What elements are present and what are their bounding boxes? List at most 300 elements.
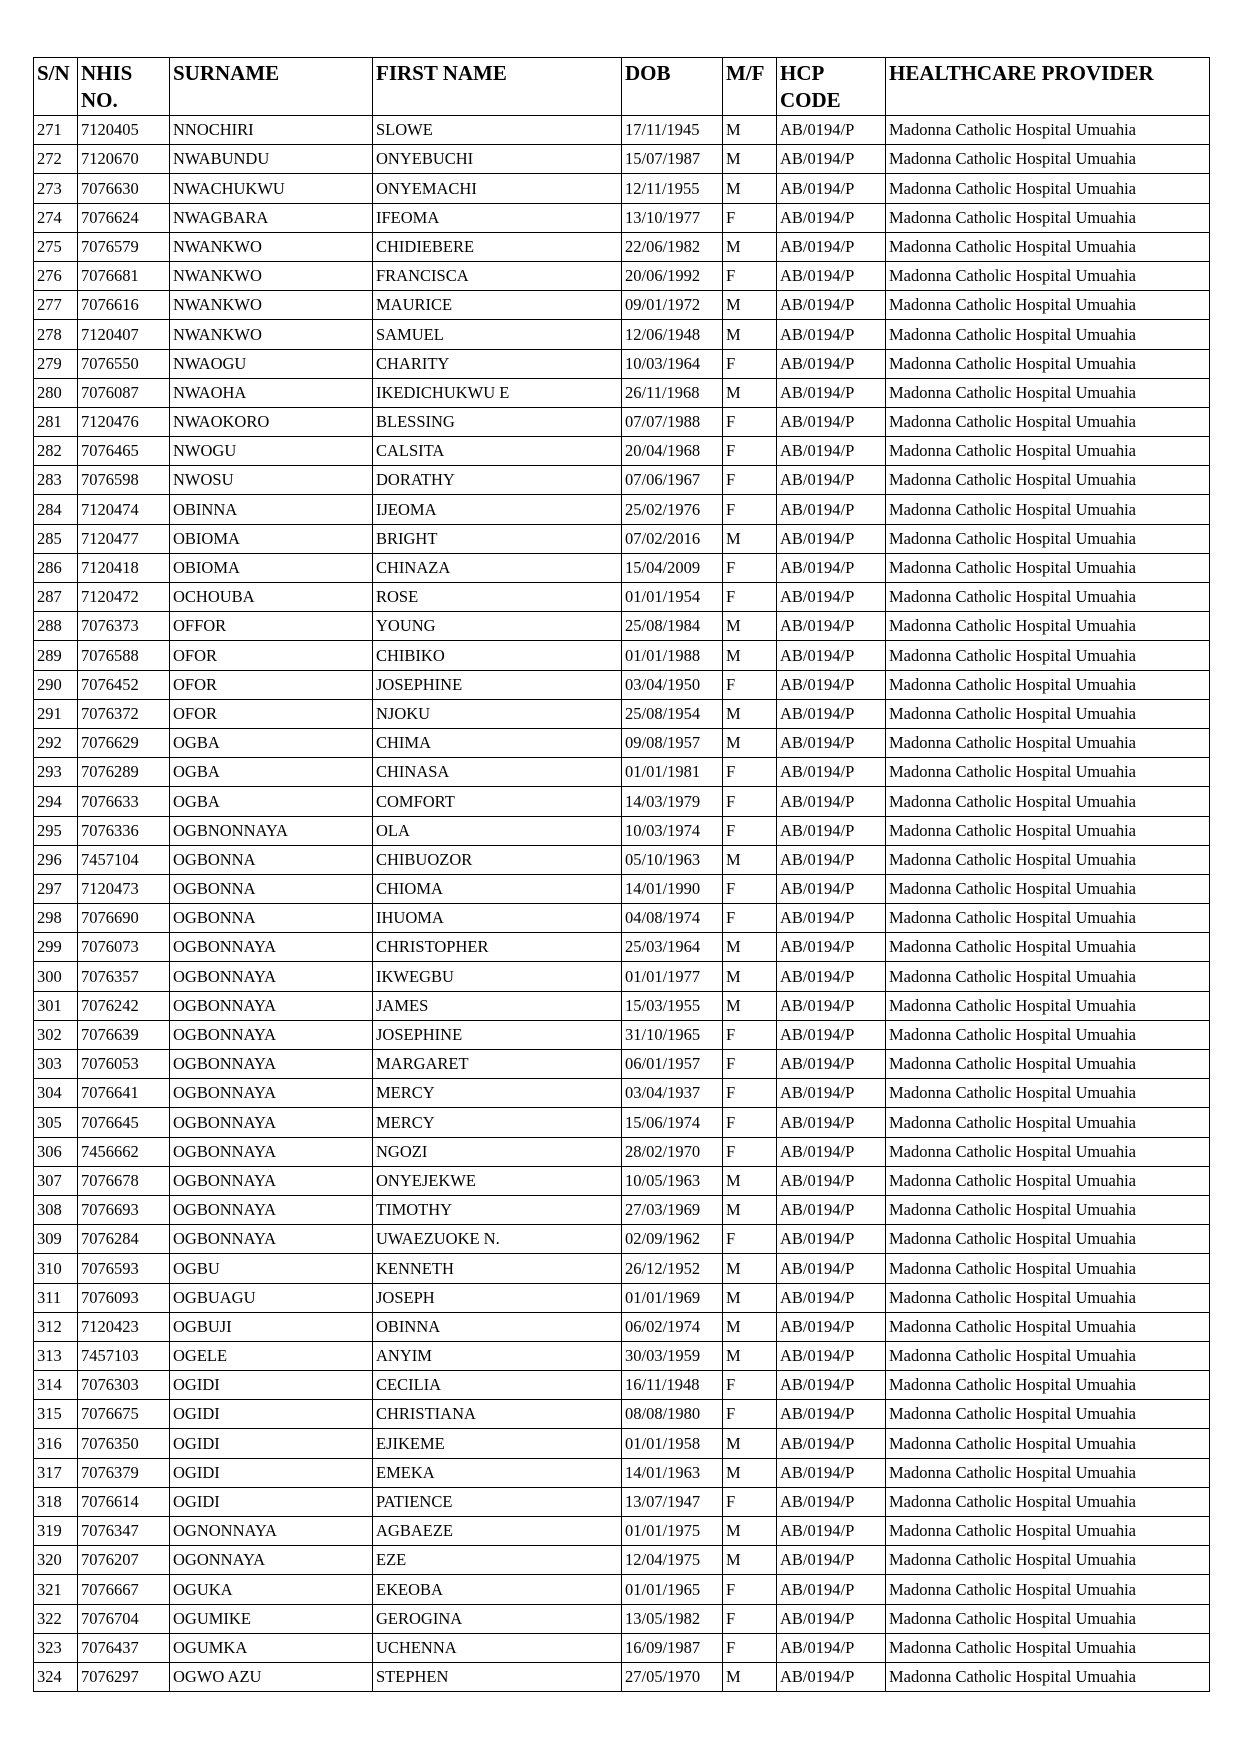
cell-dob: 13/05/1982	[622, 1604, 723, 1633]
cell-first-name: STEPHEN	[373, 1662, 622, 1691]
cell-hcp-code: AB/0194/P	[777, 1662, 886, 1691]
cell-hcp-code: AB/0194/P	[777, 145, 886, 174]
cell-dob: 14/01/1963	[622, 1458, 723, 1487]
cell-sn: 307	[34, 1166, 78, 1195]
table-body	[34, 116, 1210, 1692]
cell-surname: NWAGBARA	[170, 203, 373, 232]
cell-sex: M	[723, 728, 777, 757]
cell-dob: 01/01/1954	[622, 583, 723, 612]
cell-surname: NWANKWO	[170, 232, 373, 261]
cell-first-name: SAMUEL	[373, 320, 622, 349]
cell-sn: 281	[34, 407, 78, 436]
cell-hcp-code: AB/0194/P	[777, 845, 886, 874]
cell-surname: OGBA	[170, 758, 373, 787]
cell-dob: 09/08/1957	[622, 728, 723, 757]
cell-first-name: IKWEGBU	[373, 962, 622, 991]
cell-nhis-no: 7076207	[78, 1546, 170, 1575]
cell-hcp-code: AB/0194/P	[777, 1400, 886, 1429]
table-row	[34, 1195, 1210, 1224]
cell-first-name: EMEKA	[373, 1458, 622, 1487]
table-row	[34, 495, 1210, 524]
cell-nhis-no: 7076550	[78, 349, 170, 378]
cell-sex: M	[723, 524, 777, 553]
cell-sn: 319	[34, 1517, 78, 1546]
cell-hcp-code: AB/0194/P	[777, 1517, 886, 1546]
table-row	[34, 816, 1210, 845]
cell-dob: 02/09/1962	[622, 1225, 723, 1254]
cell-surname: NWANKWO	[170, 261, 373, 290]
cell-sn: 317	[34, 1458, 78, 1487]
cell-healthcare-provider: Madonna Catholic Hospital Umuahia	[886, 524, 1210, 553]
cell-sn: 321	[34, 1575, 78, 1604]
cell-dob: 05/10/1963	[622, 845, 723, 874]
cell-first-name: ROSE	[373, 583, 622, 612]
cell-sex: F	[723, 437, 777, 466]
cell-sn: 277	[34, 291, 78, 320]
cell-healthcare-provider: Madonna Catholic Hospital Umuahia	[886, 1429, 1210, 1458]
cell-surname: OBIOMA	[170, 524, 373, 553]
cell-nhis-no: 7076093	[78, 1283, 170, 1312]
table-row	[34, 145, 1210, 174]
column-header-hcp-code: HCP CODE	[777, 58, 886, 116]
cell-dob: 25/08/1954	[622, 699, 723, 728]
cell-surname: OBINNA	[170, 495, 373, 524]
cell-surname: OGBONNA	[170, 845, 373, 874]
cell-first-name: CHRISTIANA	[373, 1400, 622, 1429]
cell-surname: NWANKWO	[170, 320, 373, 349]
cell-sn: 308	[34, 1195, 78, 1224]
cell-first-name: YOUNG	[373, 612, 622, 641]
cell-sn: 279	[34, 349, 78, 378]
cell-dob: 28/02/1970	[622, 1137, 723, 1166]
cell-dob: 01/01/1965	[622, 1575, 723, 1604]
cell-sn: 278	[34, 320, 78, 349]
cell-nhis-no: 7076336	[78, 816, 170, 845]
cell-nhis-no: 7076681	[78, 261, 170, 290]
cell-hcp-code: AB/0194/P	[777, 1429, 886, 1458]
cell-healthcare-provider: Madonna Catholic Hospital Umuahia	[886, 1108, 1210, 1137]
cell-surname: OFOR	[170, 641, 373, 670]
cell-sex: M	[723, 699, 777, 728]
cell-hcp-code: AB/0194/P	[777, 1050, 886, 1079]
table-row	[34, 1108, 1210, 1137]
cell-healthcare-provider: Madonna Catholic Hospital Umuahia	[886, 1517, 1210, 1546]
cell-first-name: MERCY	[373, 1108, 622, 1137]
cell-healthcare-provider: Madonna Catholic Hospital Umuahia	[886, 816, 1210, 845]
cell-dob: 15/04/2009	[622, 553, 723, 582]
cell-sex: F	[723, 407, 777, 436]
table-row	[34, 1137, 1210, 1166]
cell-nhis-no: 7076633	[78, 787, 170, 816]
cell-surname: NWOSU	[170, 466, 373, 495]
table-row	[34, 320, 1210, 349]
cell-dob: 10/05/1963	[622, 1166, 723, 1195]
cell-first-name: IJEOMA	[373, 495, 622, 524]
cell-dob: 12/11/1955	[622, 174, 723, 203]
cell-sn: 285	[34, 524, 78, 553]
cell-sn: 293	[34, 758, 78, 787]
cell-nhis-no: 7076437	[78, 1633, 170, 1662]
cell-hcp-code: AB/0194/P	[777, 320, 886, 349]
cell-first-name: AGBAEZE	[373, 1517, 622, 1546]
column-header-dob: DOB	[622, 58, 723, 116]
cell-sn: 295	[34, 816, 78, 845]
cell-dob: 06/02/1974	[622, 1312, 723, 1341]
cell-nhis-no: 7076588	[78, 641, 170, 670]
cell-sex: F	[723, 758, 777, 787]
table-row	[34, 261, 1210, 290]
cell-first-name: EKEOBA	[373, 1575, 622, 1604]
cell-nhis-no: 7120476	[78, 407, 170, 436]
cell-sn: 289	[34, 641, 78, 670]
cell-first-name: CECILIA	[373, 1371, 622, 1400]
cell-nhis-no: 7076616	[78, 291, 170, 320]
table-row	[34, 670, 1210, 699]
cell-sn: 296	[34, 845, 78, 874]
cell-surname: NNOCHIRI	[170, 116, 373, 145]
cell-sn: 284	[34, 495, 78, 524]
cell-hcp-code: AB/0194/P	[777, 728, 886, 757]
table-row	[34, 1283, 1210, 1312]
cell-hcp-code: AB/0194/P	[777, 1604, 886, 1633]
cell-nhis-no: 7076614	[78, 1487, 170, 1516]
cell-surname: OGBONNAYA	[170, 991, 373, 1020]
cell-dob: 14/01/1990	[622, 874, 723, 903]
cell-sex: M	[723, 991, 777, 1020]
cell-first-name: ONYEJEKWE	[373, 1166, 622, 1195]
cell-first-name: JOSEPH	[373, 1283, 622, 1312]
cell-sex: F	[723, 203, 777, 232]
cell-hcp-code: AB/0194/P	[777, 1195, 886, 1224]
cell-hcp-code: AB/0194/P	[777, 1575, 886, 1604]
cell-first-name: OBINNA	[373, 1312, 622, 1341]
cell-nhis-no: 7076639	[78, 1020, 170, 1049]
cell-first-name: COMFORT	[373, 787, 622, 816]
cell-hcp-code: AB/0194/P	[777, 437, 886, 466]
table-row	[34, 641, 1210, 670]
cell-surname: OGBONNAYA	[170, 1195, 373, 1224]
cell-sex: F	[723, 1604, 777, 1633]
table-row	[34, 728, 1210, 757]
cell-healthcare-provider: Madonna Catholic Hospital Umuahia	[886, 962, 1210, 991]
cell-healthcare-provider: Madonna Catholic Hospital Umuahia	[886, 1166, 1210, 1195]
table-row	[34, 1400, 1210, 1429]
cell-first-name: NGOZI	[373, 1137, 622, 1166]
cell-first-name: SLOWE	[373, 116, 622, 145]
table-row	[34, 904, 1210, 933]
cell-hcp-code: AB/0194/P	[777, 407, 886, 436]
cell-hcp-code: AB/0194/P	[777, 1341, 886, 1370]
cell-surname: OGIDI	[170, 1487, 373, 1516]
cell-surname: OGBUJI	[170, 1312, 373, 1341]
cell-dob: 30/03/1959	[622, 1341, 723, 1370]
cell-healthcare-provider: Madonna Catholic Hospital Umuahia	[886, 1137, 1210, 1166]
cell-surname: OGBONNAYA	[170, 1137, 373, 1166]
cell-sn: 324	[34, 1662, 78, 1691]
table-row	[34, 1517, 1210, 1546]
cell-surname: OGBUAGU	[170, 1283, 373, 1312]
cell-sex: F	[723, 466, 777, 495]
cell-nhis-no: 7076289	[78, 758, 170, 787]
table-row	[34, 1546, 1210, 1575]
cell-sex: F	[723, 1137, 777, 1166]
cell-surname: OGBONNAYA	[170, 1050, 373, 1079]
cell-nhis-no: 7076297	[78, 1662, 170, 1691]
cell-dob: 20/04/1968	[622, 437, 723, 466]
cell-nhis-no: 7076373	[78, 612, 170, 641]
table-row	[34, 612, 1210, 641]
cell-dob: 10/03/1964	[622, 349, 723, 378]
table-row	[34, 1429, 1210, 1458]
table-row	[34, 845, 1210, 874]
cell-nhis-no: 7457104	[78, 845, 170, 874]
cell-sex: M	[723, 641, 777, 670]
cell-healthcare-provider: Madonna Catholic Hospital Umuahia	[886, 1487, 1210, 1516]
cell-sn: 303	[34, 1050, 78, 1079]
cell-nhis-no: 7076350	[78, 1429, 170, 1458]
cell-dob: 12/06/1948	[622, 320, 723, 349]
cell-sn: 271	[34, 116, 78, 145]
cell-nhis-no: 7076630	[78, 174, 170, 203]
cell-nhis-no: 7120474	[78, 495, 170, 524]
cell-healthcare-provider: Madonna Catholic Hospital Umuahia	[886, 466, 1210, 495]
table-row	[34, 232, 1210, 261]
cell-surname: OGBONNAYA	[170, 1020, 373, 1049]
table-row	[34, 203, 1210, 232]
cell-surname: OGBA	[170, 787, 373, 816]
cell-nhis-no: 7076624	[78, 203, 170, 232]
cell-first-name: UWAEZUOKE N.	[373, 1225, 622, 1254]
cell-sn: 273	[34, 174, 78, 203]
cell-surname: OGNONNAYA	[170, 1517, 373, 1546]
table-row	[34, 699, 1210, 728]
cell-healthcare-provider: Madonna Catholic Hospital Umuahia	[886, 845, 1210, 874]
cell-nhis-no: 7076690	[78, 904, 170, 933]
cell-sn: 316	[34, 1429, 78, 1458]
cell-sex: M	[723, 1283, 777, 1312]
cell-surname: OBIOMA	[170, 553, 373, 582]
cell-nhis-no: 7076693	[78, 1195, 170, 1224]
cell-sn: 286	[34, 553, 78, 582]
cell-surname: OGUMIKE	[170, 1604, 373, 1633]
cell-healthcare-provider: Madonna Catholic Hospital Umuahia	[886, 1195, 1210, 1224]
cell-first-name: FRANCISCA	[373, 261, 622, 290]
cell-hcp-code: AB/0194/P	[777, 291, 886, 320]
cell-healthcare-provider: Madonna Catholic Hospital Umuahia	[886, 1020, 1210, 1049]
cell-surname: NWOGU	[170, 437, 373, 466]
cell-sex: M	[723, 1429, 777, 1458]
cell-hcp-code: AB/0194/P	[777, 787, 886, 816]
cell-sex: M	[723, 1458, 777, 1487]
cell-sex: F	[723, 670, 777, 699]
cell-sn: 306	[34, 1137, 78, 1166]
cell-sex: M	[723, 232, 777, 261]
cell-dob: 16/09/1987	[622, 1633, 723, 1662]
cell-hcp-code: AB/0194/P	[777, 174, 886, 203]
cell-first-name: PATIENCE	[373, 1487, 622, 1516]
cell-dob: 17/11/1945	[622, 116, 723, 145]
cell-sex: F	[723, 1225, 777, 1254]
cell-first-name: EZE	[373, 1546, 622, 1575]
cell-nhis-no: 7076303	[78, 1371, 170, 1400]
cell-healthcare-provider: Madonna Catholic Hospital Umuahia	[886, 1575, 1210, 1604]
cell-first-name: CALSITA	[373, 437, 622, 466]
cell-nhis-no: 7457103	[78, 1341, 170, 1370]
cell-sn: 283	[34, 466, 78, 495]
cell-sex: F	[723, 1371, 777, 1400]
cell-sex: M	[723, 962, 777, 991]
cell-surname: OGWO AZU	[170, 1662, 373, 1691]
cell-nhis-no: 7076379	[78, 1458, 170, 1487]
table-row	[34, 174, 1210, 203]
cell-hcp-code: AB/0194/P	[777, 1371, 886, 1400]
cell-sn: 276	[34, 261, 78, 290]
cell-hcp-code: AB/0194/P	[777, 232, 886, 261]
cell-surname: OGIDI	[170, 1458, 373, 1487]
cell-sn: 323	[34, 1633, 78, 1662]
cell-hcp-code: AB/0194/P	[777, 1487, 886, 1516]
cell-surname: NWACHUKWU	[170, 174, 373, 203]
cell-dob: 01/01/1981	[622, 758, 723, 787]
cell-sex: M	[723, 291, 777, 320]
cell-dob: 01/01/1977	[622, 962, 723, 991]
cell-healthcare-provider: Madonna Catholic Hospital Umuahia	[886, 904, 1210, 933]
cell-healthcare-provider: Madonna Catholic Hospital Umuahia	[886, 758, 1210, 787]
cell-sex: M	[723, 1166, 777, 1195]
cell-surname: OCHOUBA	[170, 583, 373, 612]
cell-first-name: NJOKU	[373, 699, 622, 728]
cell-first-name: JAMES	[373, 991, 622, 1020]
cell-healthcare-provider: Madonna Catholic Hospital Umuahia	[886, 407, 1210, 436]
cell-nhis-no: 7076087	[78, 378, 170, 407]
cell-first-name: JOSEPHINE	[373, 670, 622, 699]
cell-sex: M	[723, 933, 777, 962]
cell-sn: 313	[34, 1341, 78, 1370]
cell-dob: 13/07/1947	[622, 1487, 723, 1516]
cell-dob: 22/06/1982	[622, 232, 723, 261]
cell-nhis-no: 7076372	[78, 699, 170, 728]
cell-first-name: IHUOMA	[373, 904, 622, 933]
cell-sex: F	[723, 1575, 777, 1604]
cell-sn: 272	[34, 145, 78, 174]
cell-nhis-no: 7076579	[78, 232, 170, 261]
cell-hcp-code: AB/0194/P	[777, 1166, 886, 1195]
cell-nhis-no: 7076598	[78, 466, 170, 495]
cell-sex: F	[723, 1633, 777, 1662]
table-row	[34, 1341, 1210, 1370]
cell-surname: OGBONNAYA	[170, 1166, 373, 1195]
cell-first-name: CHARITY	[373, 349, 622, 378]
cell-healthcare-provider: Madonna Catholic Hospital Umuahia	[886, 641, 1210, 670]
column-header-sn: S/N	[34, 58, 78, 116]
cell-nhis-no: 7120407	[78, 320, 170, 349]
cell-sn: 318	[34, 1487, 78, 1516]
cell-surname: OGBU	[170, 1254, 373, 1283]
table-row	[34, 1662, 1210, 1691]
cell-sn: 298	[34, 904, 78, 933]
cell-first-name: CHRISTOPHER	[373, 933, 622, 962]
cell-surname: OGONNAYA	[170, 1546, 373, 1575]
table-row	[34, 437, 1210, 466]
cell-first-name: MARGARET	[373, 1050, 622, 1079]
cell-sn: 312	[34, 1312, 78, 1341]
cell-nhis-no: 7120670	[78, 145, 170, 174]
cell-first-name: DORATHY	[373, 466, 622, 495]
cell-sex: M	[723, 1546, 777, 1575]
cell-first-name: EJIKEME	[373, 1429, 622, 1458]
cell-healthcare-provider: Madonna Catholic Hospital Umuahia	[886, 1225, 1210, 1254]
cell-healthcare-provider: Madonna Catholic Hospital Umuahia	[886, 1662, 1210, 1691]
cell-hcp-code: AB/0194/P	[777, 349, 886, 378]
cell-healthcare-provider: Madonna Catholic Hospital Umuahia	[886, 378, 1210, 407]
table-row	[34, 583, 1210, 612]
cell-healthcare-provider: Madonna Catholic Hospital Umuahia	[886, 1458, 1210, 1487]
cell-sn: 311	[34, 1283, 78, 1312]
cell-healthcare-provider: Madonna Catholic Hospital Umuahia	[886, 1341, 1210, 1370]
table-row	[34, 524, 1210, 553]
cell-surname: OGBONNAYA	[170, 1108, 373, 1137]
cell-surname: OGBONNA	[170, 874, 373, 903]
cell-hcp-code: AB/0194/P	[777, 378, 886, 407]
cell-sn: 282	[34, 437, 78, 466]
cell-sex: M	[723, 116, 777, 145]
cell-healthcare-provider: Madonna Catholic Hospital Umuahia	[886, 699, 1210, 728]
cell-healthcare-provider: Madonna Catholic Hospital Umuahia	[886, 116, 1210, 145]
table-row	[34, 933, 1210, 962]
cell-dob: 03/04/1950	[622, 670, 723, 699]
cell-sex: F	[723, 1079, 777, 1108]
cell-hcp-code: AB/0194/P	[777, 1458, 886, 1487]
cell-sn: 288	[34, 612, 78, 641]
table-row	[34, 1604, 1210, 1633]
cell-dob: 10/03/1974	[622, 816, 723, 845]
cell-healthcare-provider: Madonna Catholic Hospital Umuahia	[886, 291, 1210, 320]
cell-nhis-no: 7120472	[78, 583, 170, 612]
cell-sn: 287	[34, 583, 78, 612]
cell-surname: NWANKWO	[170, 291, 373, 320]
cell-sn: 299	[34, 933, 78, 962]
table-row	[34, 1254, 1210, 1283]
cell-hcp-code: AB/0194/P	[777, 1020, 886, 1049]
cell-dob: 01/01/1958	[622, 1429, 723, 1458]
cell-surname: NWAOGU	[170, 349, 373, 378]
cell-sn: 309	[34, 1225, 78, 1254]
cell-hcp-code: AB/0194/P	[777, 203, 886, 232]
table-row	[34, 116, 1210, 145]
table-row	[34, 874, 1210, 903]
cell-surname: OFOR	[170, 699, 373, 728]
table-row	[34, 1458, 1210, 1487]
cell-dob: 03/04/1937	[622, 1079, 723, 1108]
cell-hcp-code: AB/0194/P	[777, 466, 886, 495]
cell-hcp-code: AB/0194/P	[777, 524, 886, 553]
cell-nhis-no: 7076284	[78, 1225, 170, 1254]
cell-hcp-code: AB/0194/P	[777, 261, 886, 290]
cell-healthcare-provider: Madonna Catholic Hospital Umuahia	[886, 1254, 1210, 1283]
cell-healthcare-provider: Madonna Catholic Hospital Umuahia	[886, 787, 1210, 816]
table-row	[34, 787, 1210, 816]
cell-sn: 300	[34, 962, 78, 991]
cell-sex: F	[723, 261, 777, 290]
cell-first-name: UCHENNA	[373, 1633, 622, 1662]
cell-dob: 16/11/1948	[622, 1371, 723, 1400]
cell-sn: 297	[34, 874, 78, 903]
cell-nhis-no: 7076645	[78, 1108, 170, 1137]
column-header-surname: SURNAME	[170, 58, 373, 116]
cell-sn: 315	[34, 1400, 78, 1429]
cell-sn: 301	[34, 991, 78, 1020]
cell-sex: F	[723, 1108, 777, 1137]
